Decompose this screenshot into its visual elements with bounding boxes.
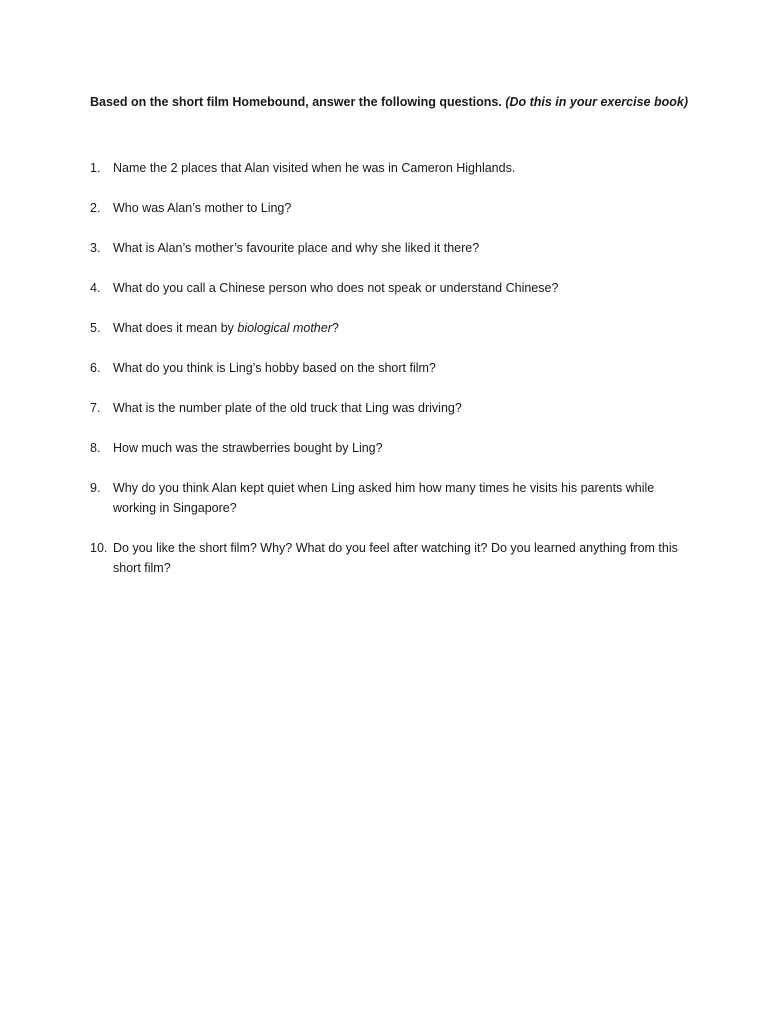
question-number: 9.	[90, 481, 101, 495]
question-text-before: What does it mean by	[113, 321, 238, 335]
question-number: 8.	[90, 441, 101, 455]
question-item	[90, 478, 690, 518]
question-item	[90, 398, 690, 418]
question-item	[90, 538, 690, 578]
question-text: How much was the strawberries bought by Ling?	[113, 441, 383, 455]
question-item	[90, 158, 690, 178]
question-list	[90, 158, 690, 598]
question-number: 3.	[90, 241, 101, 255]
question-number: 5.	[90, 321, 101, 335]
instruction-heading	[90, 93, 710, 111]
question-number: 4.	[90, 281, 101, 295]
question-text	[113, 318, 690, 338]
question-text: What do you call a Chinese person who does not speak or understand Chinese?	[113, 281, 559, 295]
question-text: What is Alan’s mother’s favourite place and why she liked it there?	[113, 241, 480, 255]
question-item	[90, 238, 690, 258]
question-item	[90, 438, 690, 458]
instruction-note: (Do this in your exercise book)	[505, 95, 688, 109]
question-text: What is the number plate of the old truck that Ling was driving?	[113, 401, 462, 415]
question-text: Name the 2 places that Alan visited when he was in Cameron Highlands.	[113, 161, 516, 175]
question-text: Why do you think Alan kept quiet when Ling asked him how many times he visits his parents while working in Singapore?	[113, 481, 655, 515]
question-text: Who was Alan’s mother to Ling?	[113, 201, 292, 215]
instruction-main-text: Based on the short film Homebound, answer the following questions.	[90, 95, 506, 109]
question-number: 6.	[90, 361, 101, 375]
question-number: 2.	[90, 201, 101, 215]
question-text-after: ?	[331, 321, 339, 335]
question-text-italic: biological mother	[237, 321, 332, 335]
question-number: 1.	[90, 161, 101, 175]
question-text: Do you like the short film? Why? What do you feel after watching it? Do you learned anything from this short film?	[113, 541, 678, 575]
question-number: 10.	[90, 541, 108, 555]
question-text: What do you think is Ling’s hobby based on the short film?	[113, 361, 436, 375]
question-item	[90, 198, 690, 218]
question-number: 7.	[90, 401, 101, 415]
question-item	[90, 278, 690, 298]
question-item	[90, 358, 690, 378]
question-item	[90, 318, 690, 338]
